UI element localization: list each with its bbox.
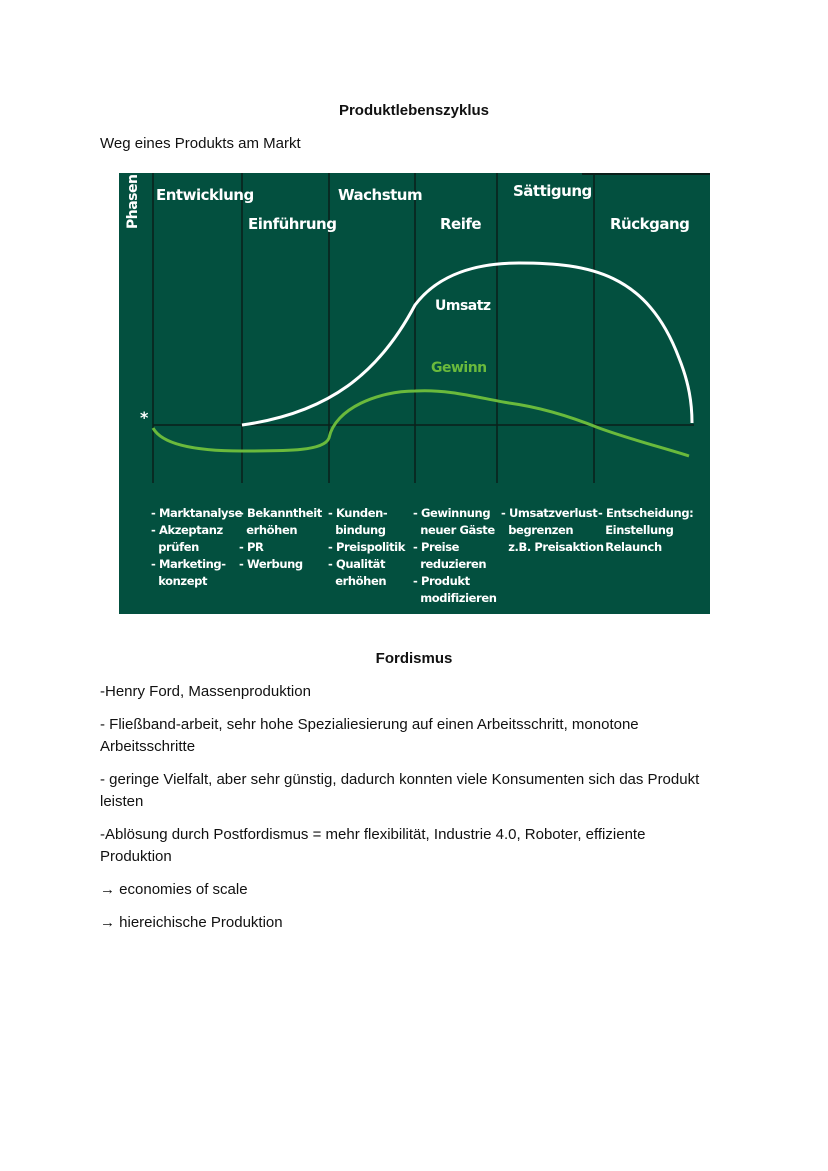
phase-label-3: Wachstum	[338, 186, 423, 204]
note-saturation: - Umsatzverlust begrenzen z.B. Preisaktion	[501, 506, 604, 554]
start-marker: *	[140, 408, 148, 427]
phase-label-6: Rückgang	[610, 215, 690, 233]
note-development: - Marktanalyse - Akzeptanz prüfen - Marketing- konzept	[151, 506, 242, 588]
profit-curve	[153, 391, 689, 456]
phase-label-5: Sättigung	[513, 182, 592, 200]
note-growth: - Kunden- bindung - Preispolitik - Qualität erhöhen	[328, 506, 405, 588]
bullet-economies: → economies of scale	[100, 881, 248, 898]
page-title: Produktlebenszyklus	[338, 102, 490, 119]
phase-label-2: Einführung	[248, 215, 337, 233]
note-maturity: - Gewinnung neuer Gäste - Preise reduzieren - Produkt modifizieren	[413, 506, 497, 605]
paragraph-4: -Ablösung durch Postfordismus = mehr flexibilität, Industrie 4.0, Roboter, effiziente Produktion	[100, 826, 646, 865]
note-decline: - Entscheidung: Einstellung Relaunch	[598, 506, 694, 554]
revenue-label: Umsatz	[435, 298, 491, 314]
paragraph-3: - geringe Vielfalt, aber sehr günstig, dadurch konnten viele Konsumenten sich das Produkt leisten	[100, 771, 700, 810]
note-introduction: - Bekanntheit erhöhen - PR - Werbung	[239, 506, 322, 571]
paragraph-1: -Henry Ford, Massenproduktion	[100, 683, 311, 700]
product-lifecycle-diagram	[119, 169, 710, 614]
phases-axis-label: Phasen:	[125, 169, 141, 229]
revenue-curve	[242, 263, 692, 425]
paragraph-2: - Fließband-arbeit, sehr hohe Spezialiesierung auf einen Arbeitsschritt, monotone Arbeitsschritte	[100, 716, 639, 755]
section-title: Fordismus	[375, 650, 453, 667]
page-subtitle: Weg eines Produkts am Markt	[100, 135, 301, 152]
phase-label-4: Reife	[440, 215, 482, 233]
phase-label-1: Entwicklung	[156, 186, 254, 204]
profit-label: Gewinn	[431, 360, 487, 376]
bullet-hierarchy: → hiereichische Produktion	[100, 914, 283, 931]
